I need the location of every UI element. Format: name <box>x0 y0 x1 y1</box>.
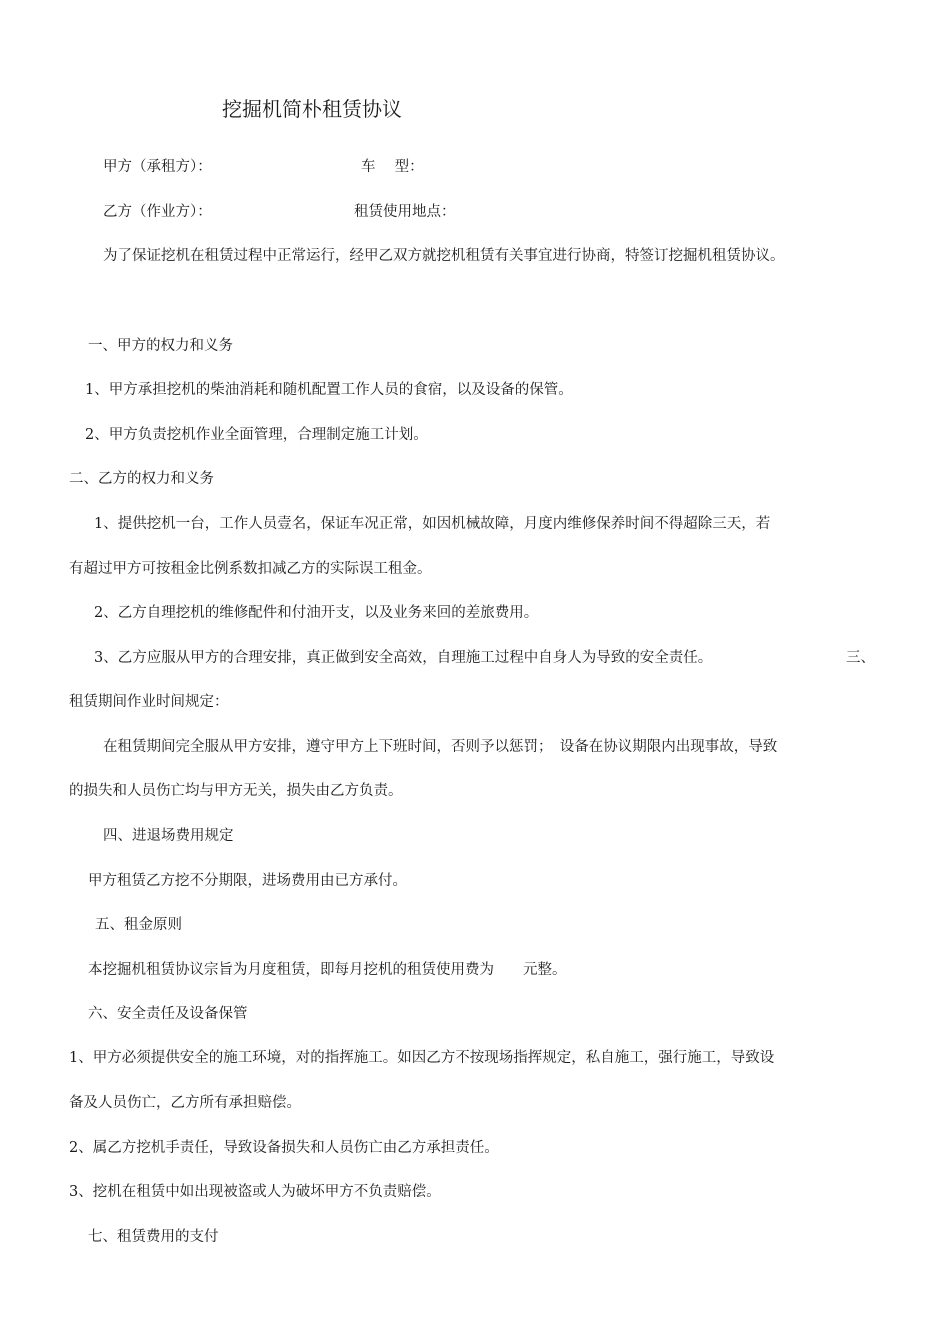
document-title: 挖掘机简朴租赁协议 <box>222 97 402 121</box>
section-2-item-3: 3、乙方应服从甲方的合理安排，真正做到安全高效，自理施工过程中自身人为导致的安全责任。 <box>94 650 713 666</box>
vehicle-type-label: 车 型： <box>361 159 424 175</box>
section-3-heading-text: 租赁期间作业时间规定： <box>69 694 229 710</box>
section-2-item-1-line-1: 1、提供挖机一台，工作人员壹名，保证车况正常，如因机械故障，月度内维修保养时间不得超除三天，若 <box>94 516 771 532</box>
intro-paragraph: 为了保证挖机在租赁过程中正常运行，经甲乙双方就挖机租赁有关事宜进行协商，特签订挖掘机租赁协议。 <box>103 248 785 264</box>
section-1-item-2: 2、甲方负责挖机作业全面管理，合理制定施工计划。 <box>85 427 428 443</box>
section-2-heading: 二、乙方的权力和义务 <box>69 471 214 487</box>
section-7-heading: 七、租赁费用的支付 <box>88 1229 219 1245</box>
party-a-label: 甲方（承租方）： <box>103 159 212 175</box>
section-6-heading: 六、安全责任及设备保管 <box>88 1006 248 1022</box>
section-6-item-1-line-1: 1、甲方必须提供安全的施工环境，对的指挥施工。如因乙方不按现场指挥规定，私自施工，强行施工，导致设 <box>69 1050 775 1066</box>
section-6-item-3: 3、挖机在租赁中如出现被盗或人为破坏甲方不负责赔偿。 <box>69 1184 441 1200</box>
section-4-heading: 四、进退场费用规定 <box>103 828 234 844</box>
section-2-item-2: 2、乙方自理挖机的维修配件和付油开支，以及业务来回的差旅费用。 <box>94 605 539 621</box>
section-5-text: 本挖掘机租赁协议宗旨为月度租赁，即每月挖机的租赁使用费为 元整。 <box>88 962 567 978</box>
section-1-heading: 一、甲方的权力和义务 <box>88 338 233 354</box>
party-b-label: 乙方（作业方）： <box>103 204 212 220</box>
section-3-heading-number: 三、 <box>846 650 875 666</box>
section-1-item-1: 1、甲方承担挖机的柴油消耗和随机配置工作人员的食宿，以及设备的保管。 <box>85 382 573 398</box>
section-6-item-2: 2、属乙方挖机手责任，导致设备损失和人员伤亡由乙方承担责任。 <box>69 1140 499 1156</box>
section-3-text-line-1: 在租赁期间完全服从甲方安排，遵守甲方上下班时间，否则予以惩罚； 设备在协议期限内出现事故，导致 <box>103 739 778 755</box>
section-2-item-1-line-2: 有超过甲方可按租金比例系数扣减乙方的实际误工租金。 <box>69 561 432 577</box>
section-3-text-line-2: 的损失和人员伤亡均与甲方无关，损失由乙方负责。 <box>69 783 403 799</box>
section-5-heading: 五、租金原则 <box>95 917 182 933</box>
location-label: 租赁使用地点： <box>354 204 456 220</box>
section-4-text: 甲方租赁乙方挖不分期限，进场费用由已方承付。 <box>88 873 407 889</box>
section-6-item-1-line-2: 备及人员伤亡，乙方所有承担赔偿。 <box>69 1095 301 1111</box>
